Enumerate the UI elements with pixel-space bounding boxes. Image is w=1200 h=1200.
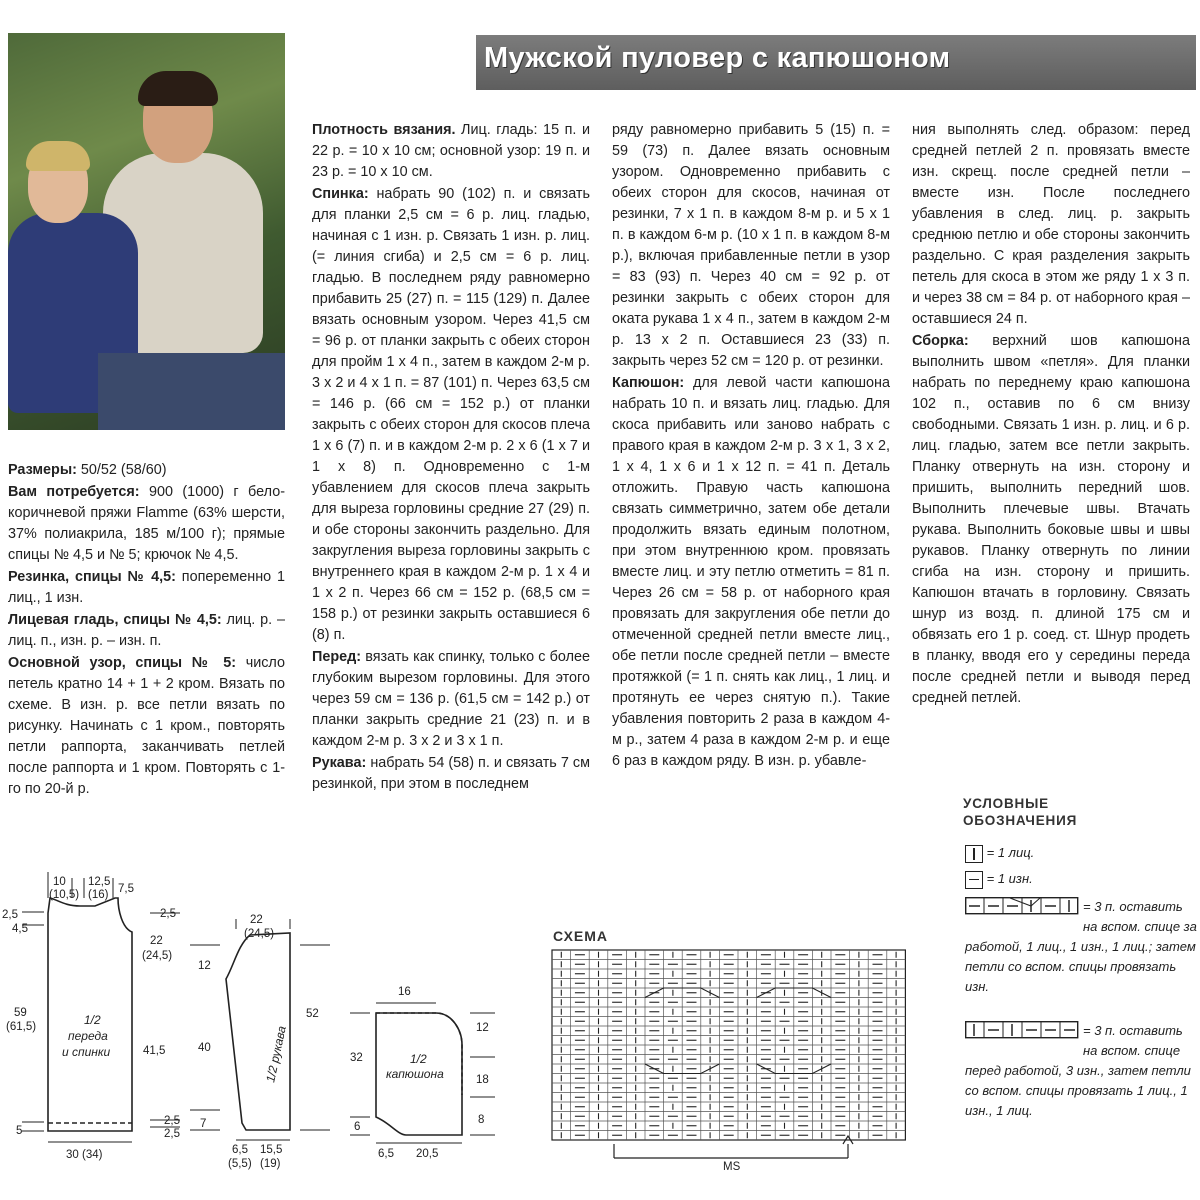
paragraph-heading: Перед: [312,649,362,665]
paragraph [312,120,590,183]
legend-cable-left-text: = 3 п. оставить на вспом. спице за работой, 1 лиц., 1 изн., 1 лиц.; затем петли со вспом. спицы провязать изн. [965,899,1197,994]
knit-symbol-icon [965,845,983,863]
paragraph [612,373,890,772]
paragraph-heading: Спинка: [312,186,369,202]
dim-text: 12,5 [88,876,111,888]
dim-text: 10 [53,876,66,888]
paragraph-text: набрать 54 (58) п. и связать 7 см резинкой, при этом в последнем [312,755,590,792]
paragraph [612,120,890,372]
legend-cable-left [965,897,1197,997]
dim-text: 30 (34) [66,1149,103,1161]
paragraph-text: набрать 90 (102) п. и связать для планки 2,5 см = 6 р. лиц. гладью, начиная с 1 изн. р. Связать 1 изн. р. лиц. (= линия сгиба) и 2,5 см = 6 р. лиц. гладью. В последнем ряду равномерно прибавить 25 (27) п. = 115 (129) п. Далее вязать основным узором. Через 41,5 см = 96 р. от планки закрыть с обеих сторон для пройм 1 х 4 п., затем в каждом 2-м р. 3 х 2 и 4 х 1 п. = 87 (101) п. Через 63,5 см = 146 р. (66 см = 152 р.) от планки закрыть с обеих сторон для скосов плеча 1 х 6 (7) п. и в каждом 2-м р. 2 х 6 (1 х 7 и 1 х 8) п. Одновременно с 1-м убавлением для скосов плеча закрыть для выреза горловины средние 27 (29) п. и обе стороны закончить раздельно. Для закругления выреза горловины закрыть с внутреннего края в каждом 2-м р. 1 х 4 и 1 х 2 п. Через 66 см = 152 р. (68,5 см = 158 р.) от резинки закрыть оставшиеся 6 (8) п. [312,186,590,643]
paragraph [8,610,285,652]
text-column-1 [8,460,285,801]
dim-text: 4,5 [12,923,28,935]
paragraph-text: Лиц. гладь: 15 п. и 22 р. = 10 х 10 см; основной узор: 19 п. и 23 р. = 10 х 10 см. [312,122,590,180]
paragraph-text: вязать как спинку, только с более глубоким вырезом горловины. Для этого через 59 см = 136 р. (61,5 см = 142 р.) от планки закрыть средние 21 (23) п. и в каждом 2-м р. 3 х 2 и 3 х 1 п. [312,649,590,749]
dim-text: 2,5 [2,909,18,921]
dim-text: 7,5 [118,883,134,895]
dim-text: 20,5 [416,1148,439,1160]
body-label: и спинки [62,1045,111,1059]
legend [963,795,1198,829]
dim-text: 2,5 [164,1115,180,1127]
paragraph-heading: Размеры: [8,462,77,478]
text-column-4 [912,120,1190,710]
jeans-shape [98,353,285,430]
dim-text: 59 [14,1007,27,1019]
dim-text: 8 [478,1114,485,1126]
paragraph-heading: Лицевая гладь, спицы № 4,5: [8,612,222,628]
text-column-3 [612,120,890,773]
hood-pattern-diagram [340,975,500,1170]
paragraph [912,120,1190,330]
legend-knit-text: = 1 лиц. [986,845,1035,860]
dim-text: 22 [150,935,163,947]
dim-text: 2,5 [164,1128,180,1140]
paragraph-text: лиц. р. – лиц. п., изн. р. – изн. п. [8,612,285,649]
paragraph-heading: Основной узор, спицы № 5: [8,655,237,671]
dim-text: 52 [306,1008,319,1020]
paragraph-text: 900 (1000) г бело-коричневой пряжи Flamme (63% шерсти, 37% полиакрила, 185 м/100 г); прямые спицы № 4,5 и № 5; крючок № 4,5. [8,484,285,563]
dim-text: 6,5 [232,1144,248,1156]
legend-cable-right [965,1021,1197,1121]
paragraph [912,331,1190,709]
paragraph-text: 50/52 (58/60) [76,462,167,478]
body-label: 1/2 [84,1013,101,1027]
scheme-chart [548,948,918,1173]
paragraph-heading: Резинка, спицы № 4,5: [8,569,176,585]
cable-right-symbol-icon [965,1021,1079,1045]
page-title: Мужской пуловер с капюшоном [484,42,951,74]
dim-text: 15,5 [260,1144,283,1156]
paragraph-heading: Сборка: [912,333,969,349]
dim-text: (24,5) [142,950,173,962]
dim-text: 18 [476,1074,489,1086]
purl-symbol-icon [965,871,983,889]
dim-text: 2,5 [160,908,176,920]
dim-text: 40 [198,1042,211,1054]
paragraph-heading: Рукава: [312,755,367,771]
dim-text: (5,5) [228,1158,252,1170]
paragraph-text: число петель кратно 14 + 1 + 2 кром. Вязать по схеме. В изн. р. все петли вязать по рисунку. Начинать с 1 кром., повторять петли раппорта, заканчивать петлей после раппорта и 1 кром. Повторять с 1-го по 20-й р. [8,655,285,797]
legend-cable-right-text: = 3 п. оставить на вспом. спице перед работой, 3 изн., затем петли со вспом. спицы провязать 1 лиц., 1 изн., 1 лиц. [965,1023,1191,1118]
sleeve-pattern-diagram [180,905,360,1170]
paragraph [8,567,285,609]
dim-text: 6 [354,1121,361,1133]
paragraph-text: ния выполнять след. образом: перед средней петлей 2 п. провязать вместе изн. скрещ. после средней петли – вместе изн. После последнего убавления в след. лиц. р. закрыть среднюю петлю и обе стороны закончить раздельно. С края разделения закрыть петель для скоса в этом же ряду 1 х 3 п. и через 38 см = 84 р. от наборного края – оставшиеся 24 п. [912,122,1190,327]
paragraph [312,184,590,646]
sleeve-label: 1/2 рукава [263,1024,289,1084]
hood-label: капюшона [386,1067,444,1081]
dim-text: (24,5) [244,928,275,940]
paragraph-text: попеременно 1 лиц., 1 изн. [8,569,285,606]
dim-text: (10,5) [49,889,80,901]
paragraph-heading: Вам потребуется: [8,484,140,500]
body-pattern-diagram [0,870,180,1170]
paragraph [312,647,590,752]
paragraph [8,460,285,481]
legend-purl-text: = 1 изн. [986,871,1033,886]
dim-text: 22 [250,914,263,926]
dim-text: 32 [350,1052,363,1064]
dim-text: 7 [200,1118,207,1130]
dim-text: 12 [198,960,211,972]
legend-title: УСЛОВНЫЕ ОБОЗНАЧЕНИЯ [963,796,1078,828]
paragraph-heading: Капюшон: [612,375,685,391]
boy-hair-shape [26,141,90,171]
paragraph [312,753,590,795]
dim-text: 16 [398,986,411,998]
hood-label: 1/2 [410,1052,427,1066]
paragraph-heading: Плотность вязания. [312,122,456,138]
legend-knit [965,843,1034,863]
text-column-2 [312,120,590,796]
rapport-label: MS [723,1161,741,1173]
dim-text: 6,5 [378,1148,394,1160]
dim-text: 5 [16,1125,23,1137]
dim-text: 41,5 [143,1045,166,1057]
scheme-title: СХЕМА [553,928,609,944]
dim-text: (19) [260,1158,281,1170]
paragraph [8,482,285,566]
cable-left-symbol-icon [965,897,1079,921]
paragraph-text: верхний шов капюшона выполнить швом «петля». Для планки набрать по переднему краю капюшона 102 п., оставив по 6 см внизу свободными. Связать 1 изн. р. лиц. и 6 р. лиц. гладью, затем все петли закрыть. Планку отвернуть на изн. сторону и пришить, выполнить передний шов. Выполнить плечевые швы. Втачать рукава. Выполнить боковые швы и швы рукавов. Планку отвернуть по линии сгиба на изн. сторону и пришить. Капюшон втачать в горловину. Связать шнур из возд. п. длиной 175 см и обвязать его 1 р. соед. ст. Шнур продеть в планку, вводя его у середины переда после средней петли и выводя перед средней петлей. [912,333,1190,706]
man-hair-shape [138,71,218,106]
dim-text: 12 [476,1022,489,1034]
paragraph-text: ряду равномерно прибавить 5 (15) п. = 59 (73) п. Далее вязать основным узором. Одновременно прибавить с обеих сторон для скосов, начиная от резинки, 7 х 1 п. в каждом 8-м р. и 5 х 1 п. в каждом 6-м р. (10 х 1 п. в каждом 8-м р.), включая прибавленные петли в узор = 83 (93) п. Через 40 см = 92 р. от резинки закрыть с обеих сторон для оката рукава 1 х 4 п., затем в каждом 2-м р. 13 х 2 п. Оставшиеся 23 (33) п. закрыть через 52 см = 120 р. от резинки. [612,122,890,369]
dim-text: (61,5) [6,1021,37,1033]
paragraph-text: для левой части капюшона набрать 10 п. и вязать лиц. гладью. Для скоса прибавить или заново набрать с правого края в каждом 2-м р. 3 х 1, 3 х 2, 1 х 4, 1 х 6 и 1 х 12 п. = 41 п. Деталь отложить. Правую часть капюшона связать симметрично, затем обе детали продолжить вязать единым полотном, при этом внутреннюю кром. провязать вместе лиц. и эту петлю отметить = 81 п. Через 26 см = 58 р. от наборного края провязать для закругления обе петли до отмеченной средней петли вместе лиц., обе петли после средней петли – вместе протяжкой (= 1 п. снять как лиц., 1 лиц. и протянуть ее через снятую п.). Такие убавления повторить 2 раза в каждом 4-м р., затем 4 раза в каждом 2-м р. и еще 6 раз в каждом ряду. В изн. р. убавле- [612,375,890,769]
cover-photo [8,33,285,430]
paragraph [8,653,285,800]
dim-text: (16) [88,889,109,901]
body-label: переда [68,1029,108,1043]
legend-purl [965,869,1033,889]
